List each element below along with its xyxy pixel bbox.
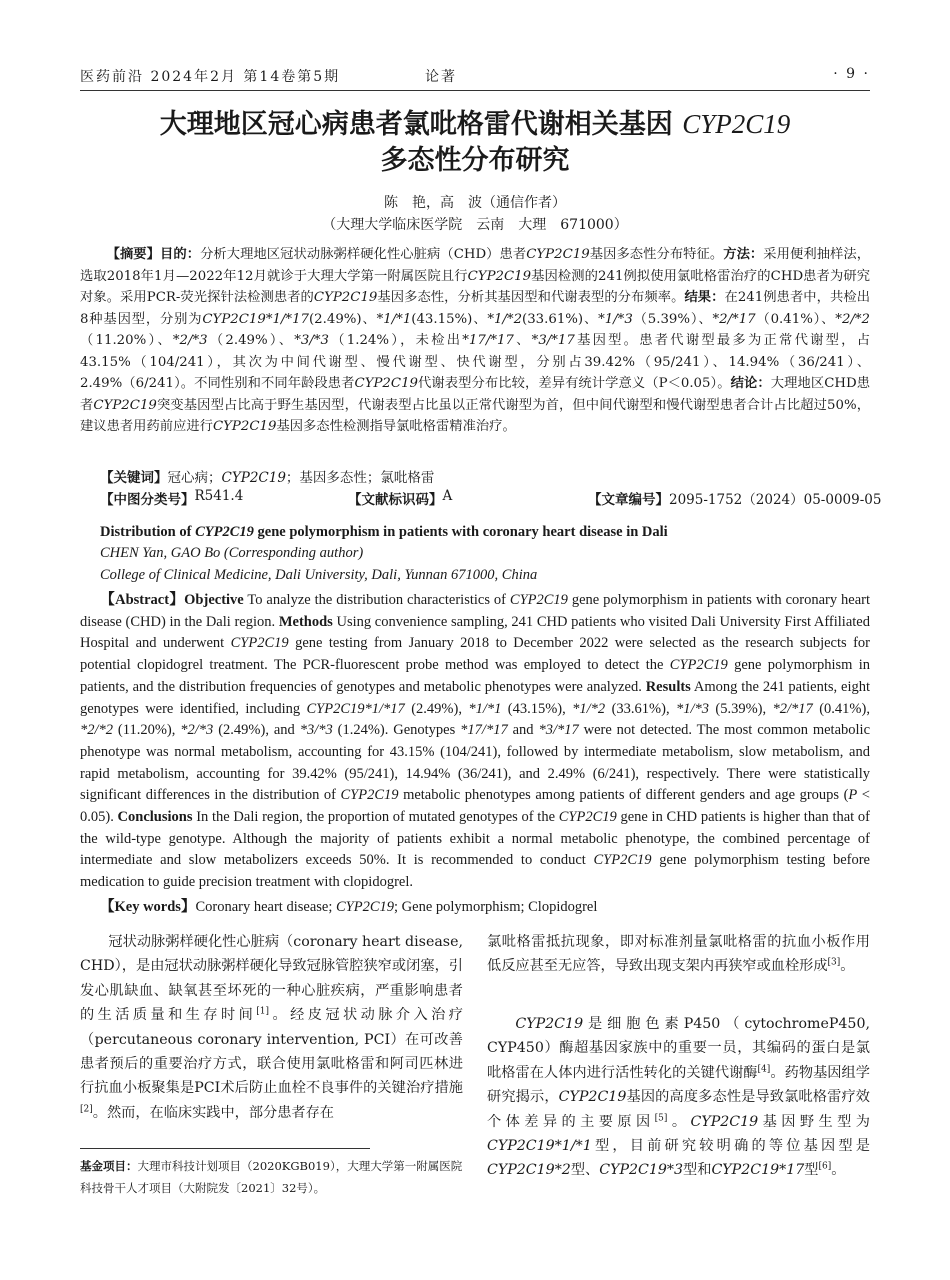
- citation-2: [2]: [80, 1104, 93, 1115]
- title-gene: CYP2C19: [682, 109, 791, 139]
- body-right-paragraph-2: CYP2C19是细胞色素P450（cytochromeP450, CYP450）酶超基因家族中的重要一员，其编码的蛋白是氯吡格雷在人体内进行活性转化的关键代谢酶[4]。药物基因组学研究揭示，CYP2C19基因的高度多态性是导致氯吡格雷疗效个体差异的主要原因[5]。CYP2C19基因野生型为CYP2C19*1/*1型，目前研究较明确的等位基因型是CYP2C19*2型、CYP2C19*3型和CYP2C19*17型[6]。: [487, 1016, 870, 1179]
- doc-code: A: [442, 488, 453, 504]
- citation-5: [5]: [654, 1112, 668, 1123]
- citation-3: [3]: [827, 957, 841, 968]
- body-right-paragraph-1: 氯吡格雷抵抗现象，即对标准剂量氯吡格雷的抗血小板作用低反应甚至无应答，导致出现支架内再狭窄或血栓形成[3]。: [487, 934, 870, 975]
- running-header: [80, 60, 870, 91]
- citation-6: [6]: [818, 1161, 832, 1172]
- article-number: 2095-1752（2024）05-0009-05: [669, 492, 882, 508]
- art-label: 【文章编号】: [588, 492, 669, 508]
- authors: 陈 艳，高 波（通信作者）: [384, 195, 566, 211]
- funding-footnote: 基金项目：大理市科技计划项目（2020KGB019），大理大学第一附属医院科技骨干人才项目（大附院发〔2021〕32号）。: [80, 1159, 463, 1195]
- keywords-en: 【Key words】Coronary heart disease; CYP2C19; Gene polymorphism; Clopidogrel: [100, 899, 598, 915]
- article-title: [60, 106, 890, 179]
- clc-code: R541.4: [194, 488, 244, 504]
- title-line1: 大理地区冠心病患者氯吡格雷代谢相关基因: [159, 109, 673, 140]
- title-line2: 多态性分布研究: [380, 145, 570, 176]
- page-number: · 9 ·: [833, 66, 870, 82]
- citation-1: [1]: [256, 1006, 270, 1017]
- affiliation: （大理大学临床医学院 云南 大理 671000）: [322, 217, 628, 233]
- footnote-divider: [80, 1148, 370, 1149]
- abstract-cn: 【摘要】目的：分析大理地区冠状动脉粥样硬化性心脏病（CHD）患者CYP2C19基因多态性分布特征。方法：采用便利抽样法，选取2018年1月—2022年12月就诊于大理大学第一附属医院且行CYP2C19基因检测的241例拟使用氯吡格雷治疗的CHD患者为研究对象。采用PCR-荧光探针法检测患者的CYP2C19基因多态性，分析其基因型和代谢表型的分布频率。结果：在241例患者中，共检出8种基因型，分别为CYP2C19*1/*17(2.49%)、*1/*1(43.15%)、*1/*2(33.61%)、*1/*3（5.39%）、*2/*17（0.41%）、*2/*2（11.20%）、*2/*3（2.49%）、*3/*3（1.24%），未检出*17/*17、*3/*17基因型。患者代谢型最多为正常代谢型，占43.15%（104/241），其次为中间代谢型、慢代谢型、快代谢型，分别占39.42%（95/241）、14.94%（36/241）、2.49%（6/241）。不同性别和不同年龄段患者CYP2C19代谢表型分布比较，差异有统计学意义（P＜0.05）。结论：大理地区CHD患者CYP2C19突变基因型占比高于野生基因型，代谢表型占比虽以正常代谢型为首，但中间代谢型和慢代谢型患者合计占比超过50%，建议患者用药前应进行CYP2C19基因多态性检测指导氯吡格雷精准治疗。: [80, 247, 871, 434]
- english-affiliation: College of Clinical Medicine, Dali University, Dali, Yunnan 671000, China: [100, 567, 538, 583]
- section-label: 论著: [425, 69, 457, 85]
- english-authors: CHEN Yan, GAO Bo (Corresponding author): [100, 545, 364, 561]
- english-title: Distribution of CYP2C19 gene polymorphism in patients with coronary heart disease in Dali: [100, 524, 668, 540]
- journal-info: 医药前沿 2024年2月 第14卷第5期: [80, 69, 341, 85]
- doc-label: 【文献标识码】: [348, 492, 443, 508]
- abstract-en: 【Abstract】Objective To analyze the distribution characteristics of CYP2C19 gene polymorphism in patients with coronary heart disease (CHD) in the Dali region. Methods Using convenience sampling, 241 CHD patients who visited Dali University First Affiliated Hospital and underwent CYP2C19 gene testing from January 2018 to December 2022 were selected as the research subjects for potential clopidogrel treatment. The PCR-fluorescent probe method was employed to detect the CYP2C19 gene polymorphism in patients, and the distribution frequencies of genotypes and metabolic phenotypes were analyzed. Results Among the 241 patients, eight genotypes were identified, including CYP2C19*1/*17 (2.49%), *1/*1 (43.15%), *1/*2 (33.61%), *1/*3 (5.39%), *2/*17 (0.41%), *2/*2 (11.20%), *2/*3 (2.49%), and *3/*3 (1.24%). Genotypes *17/*17 and *3/*17 were not detected. The most common metabolic phenotype was normal metabolism, accounting for 43.15% (104/241), followed by intermediate metabolism, slow metabolism, and rapid metabolism, accounting for 39.42% (95/241), 14.94% (36/241), and 2.49% (6/241), respectively. There were statistically significant differences in the distribution of CYP2C19 metabolic phenotypes among patients of different genders and age groups (P < 0.05). Conclusions In the Dali region, the proportion of mutated genotypes of the CYP2C19 gene in CHD patients is higher than that of the wild-type genotype. Although the majority of patients exhibit a normal metabolic phenotype, the combined percentage of intermediate and slow metabolizers exceeds 50%. It is recommended to conduct CYP2C19 gene polymorphism testing before medication to guide precision treatment with clopidogrel.: [80, 592, 871, 891]
- body-left-column: 冠状动脉粥样硬化性心脏病（coronary heart disease, CHD），是由冠状动脉粥样硬化导致冠脉管腔狭窄或闭塞，引发心肌缺血、缺氧甚至坏死的一种心脏疾病，严重影响患者的生活质量和生存时间[1]。经皮冠状动脉介入治疗（percutaneous coronary intervention, PCI）在可改善患者预后的重要治疗方式，联合使用氯吡格雷和阿司匹林进行抗血小板聚集是PCI术后防止血栓不良事件的关键治疗措施[2]。然而，在临床实践中，部分患者存在: [80, 934, 463, 1121]
- keywords-cn: 【关键词】冠心病；CYP2C19；基因多态性；氯吡格雷: [100, 470, 435, 486]
- clc-label: 【中图分类号】: [100, 492, 195, 508]
- citation-4: [4]: [757, 1064, 771, 1075]
